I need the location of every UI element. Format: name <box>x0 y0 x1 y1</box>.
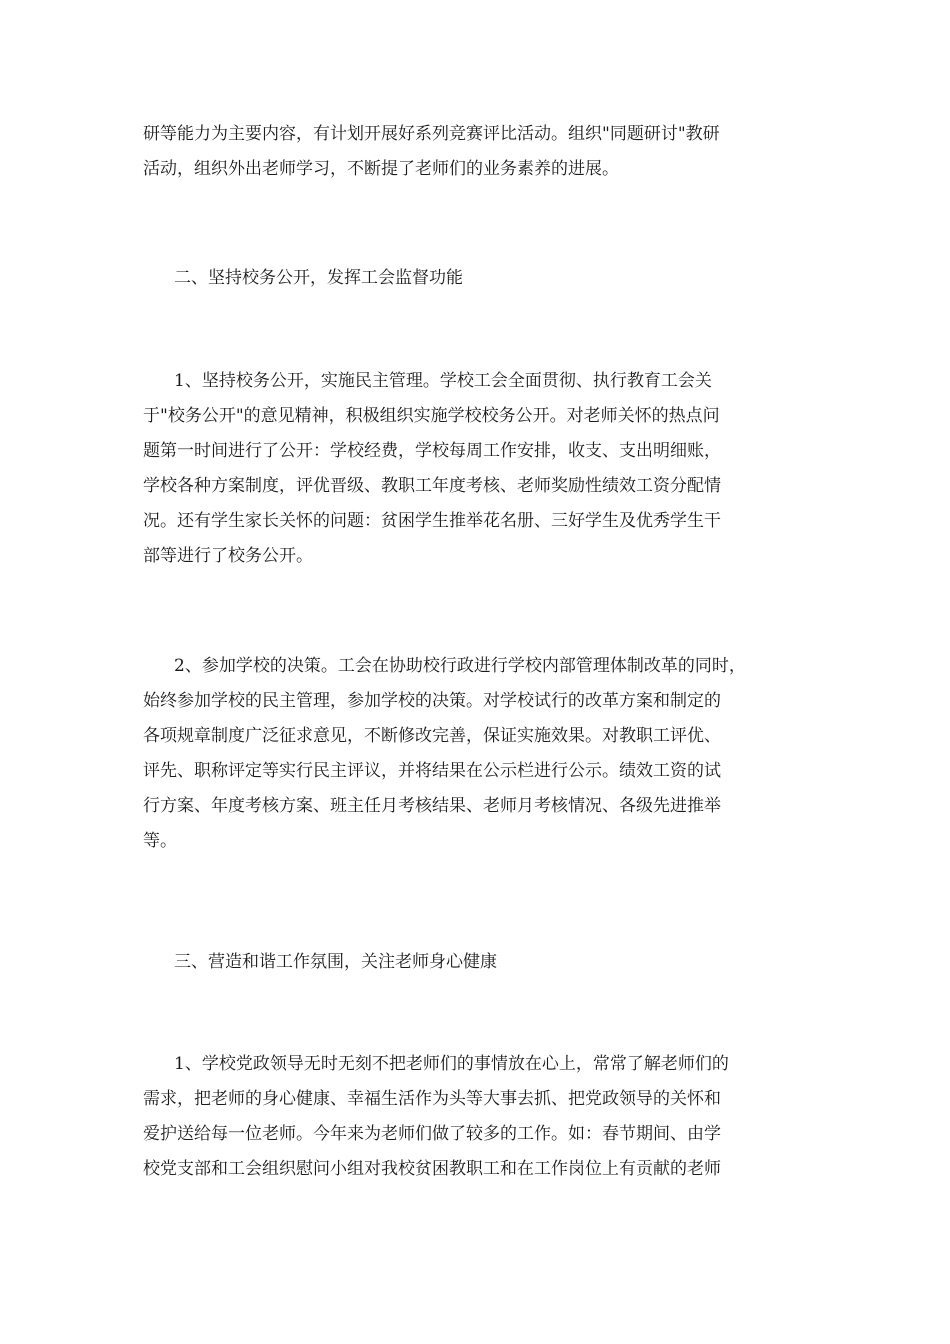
text-line: 校党支部和工会组织慰问小组对我校贫困教职工和在工作岗位上有贡献的老师 <box>143 1159 721 1179</box>
paragraph-intro <box>143 117 808 187</box>
heading-text: 二、坚持校务公开，发挥工会监督功能 <box>174 268 463 288</box>
text-line: 等。 <box>143 831 177 851</box>
text-line: 况。还有学生家长关怀的问题：贫困学生推举花名册、三好学生及优秀学生干 <box>143 511 721 531</box>
paragraph-3-1 <box>143 1047 808 1187</box>
heading-text: 三、营造和谐工作氛围，关注老师身心健康 <box>174 952 497 972</box>
paragraph-2-1 <box>143 364 808 574</box>
text-line: 学校各种方案制度，评优晋级、教职工年度考核、老师奖励性绩效工资分配情 <box>143 476 721 496</box>
section-heading-2 <box>143 261 808 296</box>
text-line: 题第一时间进行了公开：学校经费，学校每周工作安排，收支、支出明细账， <box>143 441 721 461</box>
section-heading-3 <box>143 945 808 980</box>
text-line: 1、学校党政领导无时无刻不把老师们的事情放在心上，常常了解老师们的 <box>174 1054 729 1074</box>
text-line: 始终参加学校的民主管理，参加学校的决策。对学校试行的改革方案和制定的 <box>143 691 721 711</box>
text-line: 部等进行了校务公开。 <box>143 546 313 566</box>
text-line: 活动，组织外出老师学习，不断提了老师们的业务素养的进展。 <box>143 159 619 179</box>
text-line: 爱护送给每一位老师。今年来为老师们做了较多的工作。如：春节期间、由学 <box>143 1124 721 1144</box>
text-line: 2、参加学校的决策。工会在协助校行政进行学校内部管理体制改革的同时， <box>174 656 746 676</box>
text-line: 需求，把老师的身心健康、幸福生活作为头等大事去抓、把党政领导的关怀和 <box>143 1089 721 1109</box>
paragraph-2-2 <box>143 649 808 859</box>
text-line: 研等能力为主要内容，有计划开展好系列竞赛评比活动。组织"同题研讨"教研 <box>143 124 720 144</box>
text-line: 于"校务公开"的意见精神，积极组织实施学校校务公开。对老师关怀的热点问 <box>143 406 720 426</box>
text-line: 行方案、年度考核方案、班主任月考核结果、老师月考核情况、各级先进推举 <box>143 796 721 816</box>
text-line: 各项规章制度广泛征求意见，不断修改完善，保证实施效果。对教职工评优、 <box>143 726 721 746</box>
text-line: 评先、职称评定等实行民主评议，并将结果在公示栏进行公示。绩效工资的试 <box>143 761 721 781</box>
text-line: 1、坚持校务公开，实施民主管理。学校工会全面贯彻、执行教育工会关 <box>174 371 712 391</box>
